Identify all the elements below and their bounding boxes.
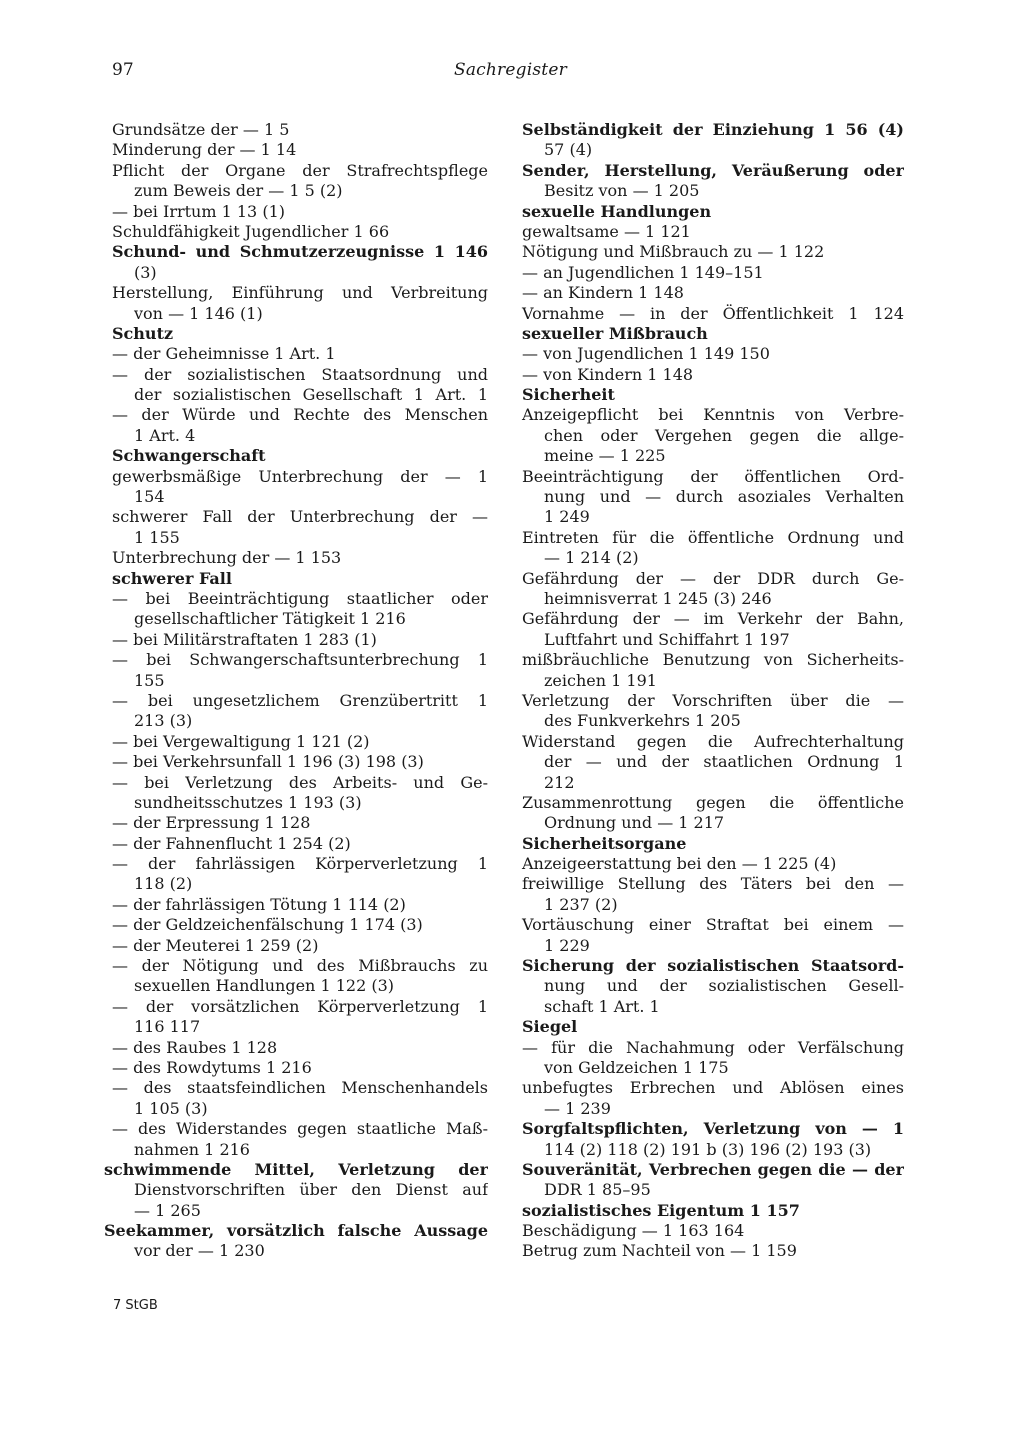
- index-line: — bei Verletzung des Arbeits- und Ge-: [112, 772, 488, 792]
- index-line: — der Nötigung und des Mißbrauchs zu: [112, 956, 488, 976]
- index-line: sundheitsschutzes 1 193 (3): [134, 792, 362, 812]
- index-line: Sicherheitsorgane: [522, 833, 687, 853]
- page-number: 97: [112, 60, 134, 80]
- index-line: nung und — durch asoziales Verhalten: [544, 487, 904, 507]
- index-line: DDR 1 85–95: [544, 1180, 651, 1200]
- index-line: Schwangerschaft: [112, 446, 266, 466]
- index-line: meine — 1 225: [544, 446, 666, 466]
- index-line: 118 (2): [134, 874, 193, 894]
- index-line: Sorgfaltspflichten, Verletzung von — 1: [522, 1119, 904, 1139]
- index-line: Sicherheit: [522, 385, 615, 405]
- index-line: — der Würde und Rechte des Menschen: [112, 405, 488, 425]
- index-column-left: [104, 120, 488, 1262]
- index-line: zum Beweis der — 1 5 (2): [134, 181, 343, 201]
- index-line: — bei Schwangerschaftsunterbrechung 1: [112, 650, 488, 670]
- index-line: schwerer Fall: [112, 568, 232, 588]
- index-line: — 1 265: [134, 1200, 201, 1220]
- index-line: Gefährdung der — im Verkehr der Bahn,: [522, 609, 904, 629]
- index-line: Betrug zum Nachteil von — 1 159: [522, 1241, 797, 1261]
- index-line: — des Raubes 1 128: [112, 1037, 278, 1057]
- index-line: Gefährdung der — der DDR durch Ge-: [522, 568, 904, 588]
- index-line: chen oder Vergehen gegen die allge-: [544, 425, 904, 445]
- index-line: — an Kindern 1 148: [522, 283, 684, 303]
- index-line: Luftfahrt und Schiffahrt 1 197: [544, 629, 790, 649]
- index-line: zeichen 1 191: [544, 670, 657, 690]
- index-line: von Geldzeichen 1 175: [544, 1057, 729, 1077]
- index-line: der sozialistischen Gesellschaft 1 Art. 1: [134, 385, 488, 405]
- index-line: Herstellung, Einführung und Verbreitung: [112, 283, 488, 303]
- index-line: nahmen 1 216: [134, 1139, 250, 1159]
- index-line: Pflicht der Organe der Strafrechtspflege: [112, 160, 488, 180]
- index-line: freiwillige Stellung des Täters bei den —: [522, 874, 904, 894]
- index-line: — der vorsätzlichen Körperverletzung 1: [112, 996, 488, 1016]
- index-line: des Funkverkehrs 1 205: [544, 711, 741, 731]
- index-line: Nötigung und Mißbrauch zu — 1 122: [522, 242, 825, 262]
- index-line: — des Rowdytums 1 216: [112, 1057, 312, 1077]
- printer-signature: 7 StGB: [113, 1298, 158, 1313]
- index-line: — der Geheimnisse 1 Art. 1: [112, 344, 336, 364]
- index-line: gewerbsmäßige Unterbrechung der — 1: [112, 466, 488, 486]
- index-line: schwerer Fall der Unterbrechung der —: [112, 507, 488, 527]
- index-line: der — und der staatlichen Ordnung 1: [544, 752, 904, 772]
- index-line: 1 237 (2): [544, 894, 618, 914]
- index-line: 116 117: [134, 1017, 201, 1037]
- index-line: Dienstvorschriften über den Dienst auf: [134, 1180, 488, 1200]
- index-line: — von Kindern 1 148: [522, 364, 694, 384]
- index-line: Seekammer, vorsätzlich falsche Aussage: [104, 1221, 488, 1241]
- index-column-right: [514, 120, 904, 1262]
- index-line: 155: [134, 670, 165, 690]
- index-line: Beeinträchtigung der öffentlichen Ord-: [522, 466, 904, 486]
- index-line: — bei Militärstraftaten 1 283 (1): [112, 629, 377, 649]
- index-line: Schund- und Schmutzerzeugnisse 1 146: [112, 242, 488, 262]
- index-line: — der sozialistischen Staatsordnung und: [112, 364, 488, 384]
- index-line: sexueller Mißbrauch: [522, 323, 708, 343]
- index-line: Vortäuschung einer Straftat bei einem —: [522, 915, 904, 935]
- index-line: vor der — 1 230: [134, 1241, 265, 1261]
- index-line: Siegel: [522, 1017, 578, 1037]
- index-line: sozialistisches Eigentum 1 157: [522, 1200, 800, 1220]
- index-line: Eintreten für die öffentliche Ordnung und: [522, 527, 904, 547]
- index-line: — für die Nachahmung oder Verfälschung: [522, 1037, 904, 1057]
- index-line: — bei Verkehrsunfall 1 196 (3) 198 (3): [112, 752, 424, 772]
- index-line: — bei Vergewaltigung 1 121 (2): [112, 731, 370, 751]
- index-line: Selbständigkeit der Einziehung 1 56 (4): [522, 120, 904, 139]
- index-line: — der fahrlässigen Körperverletzung 1: [112, 854, 488, 874]
- index-line: Widerstand gegen die Aufrechterhaltung: [522, 731, 904, 751]
- index-line: Verletzung der Vorschriften über die —: [522, 690, 904, 710]
- index-line: Schutz: [112, 323, 174, 343]
- index-line: 1 229: [544, 935, 590, 955]
- index-line: Anzeigeerstattung bei den — 1 225 (4): [522, 854, 837, 874]
- index-line: 212: [544, 772, 575, 792]
- index-line: — von Jugendlichen 1 149 150: [522, 344, 770, 364]
- index-line: Unterbrechung der — 1 153: [112, 548, 342, 568]
- running-head: Sachregister: [454, 60, 567, 80]
- index-line: unbefugtes Erbrechen und Ablösen eines: [522, 1078, 904, 1098]
- index-line: — des staatsfeindlichen Menschenhandels: [112, 1078, 488, 1098]
- index-line: 154: [134, 487, 165, 507]
- index-line: Sender, Herstellung, Veräußerung oder: [522, 160, 904, 180]
- index-line: — bei Beeinträchtigung staatlicher oder: [112, 588, 488, 608]
- index-line: Beschädigung — 1 163 164: [522, 1221, 745, 1241]
- index-line: 1 249: [544, 507, 590, 527]
- index-line: Besitz von — 1 205: [544, 181, 700, 201]
- index-line: 57 (4): [544, 140, 593, 160]
- index-line: 213 (3): [134, 711, 193, 731]
- index-line: sexuellen Handlungen 1 122 (3): [134, 976, 394, 996]
- index-line: Schuldfähigkeit Jugendlicher 1 66: [112, 221, 390, 241]
- index-line: — der Erpressung 1 128: [112, 813, 311, 833]
- index-line: 1 Art. 4: [134, 425, 196, 445]
- index-line: — 1 214 (2): [544, 548, 639, 568]
- index-line: gesellschaftlicher Tätigkeit 1 216: [134, 609, 406, 629]
- index-line: Anzeigepflicht bei Kenntnis von Verbre-: [522, 405, 904, 425]
- index-line: Souveränität, Verbrechen gegen die — der: [522, 1159, 904, 1179]
- index-line: Vornahme — in der Öffentlichkeit 1 124: [522, 303, 904, 323]
- index-line: Minderung der — 1 14: [112, 140, 297, 160]
- index-line: Zusammenrottung gegen die öffentliche: [522, 792, 904, 812]
- index-line: — des Widerstandes gegen staatliche Maß-: [112, 1119, 488, 1139]
- index-line: mißbräuchliche Benutzung von Sicherheits-: [522, 650, 904, 670]
- index-line: — der Geldzeichenfälschung 1 174 (3): [112, 915, 423, 935]
- index-line: sexuelle Handlungen: [522, 201, 712, 221]
- index-line: heimnisverrat 1 245 (3) 246: [544, 588, 772, 608]
- index-line: (3): [134, 262, 157, 282]
- index-line: — der fahrlässigen Tötung 1 114 (2): [112, 894, 406, 914]
- index-line: 114 (2) 118 (2) 191 b (3) 196 (2) 193 (3): [544, 1139, 872, 1159]
- index-line: schwimmende Mittel, Verletzung der: [104, 1159, 488, 1179]
- index-line: Sicherung der sozialistischen Staatsord-: [522, 956, 904, 976]
- index-line: schaft 1 Art. 1: [544, 996, 660, 1016]
- index-line: — an Jugendlichen 1 149–151: [522, 262, 764, 282]
- index-line: Grundsätze der — 1 5: [112, 120, 290, 139]
- index-line: — bei ungesetzlichem Grenzübertritt 1: [112, 690, 488, 710]
- index-line: von — 1 146 (1): [134, 303, 263, 323]
- index-line: Ordnung und — 1 217: [544, 813, 725, 833]
- index-line: — der Meuterei 1 259 (2): [112, 935, 319, 955]
- index-line: — der Fahnenflucht 1 254 (2): [112, 833, 351, 853]
- index-line: 1 155: [134, 527, 180, 547]
- index-line: nung und der sozialistischen Gesell-: [544, 976, 904, 996]
- index-line: — 1 239: [544, 1098, 611, 1118]
- index-line: gewaltsame — 1 121: [522, 221, 691, 241]
- index-line: — bei Irrtum 1 13 (1): [112, 201, 285, 221]
- index-line: 1 105 (3): [134, 1098, 208, 1118]
